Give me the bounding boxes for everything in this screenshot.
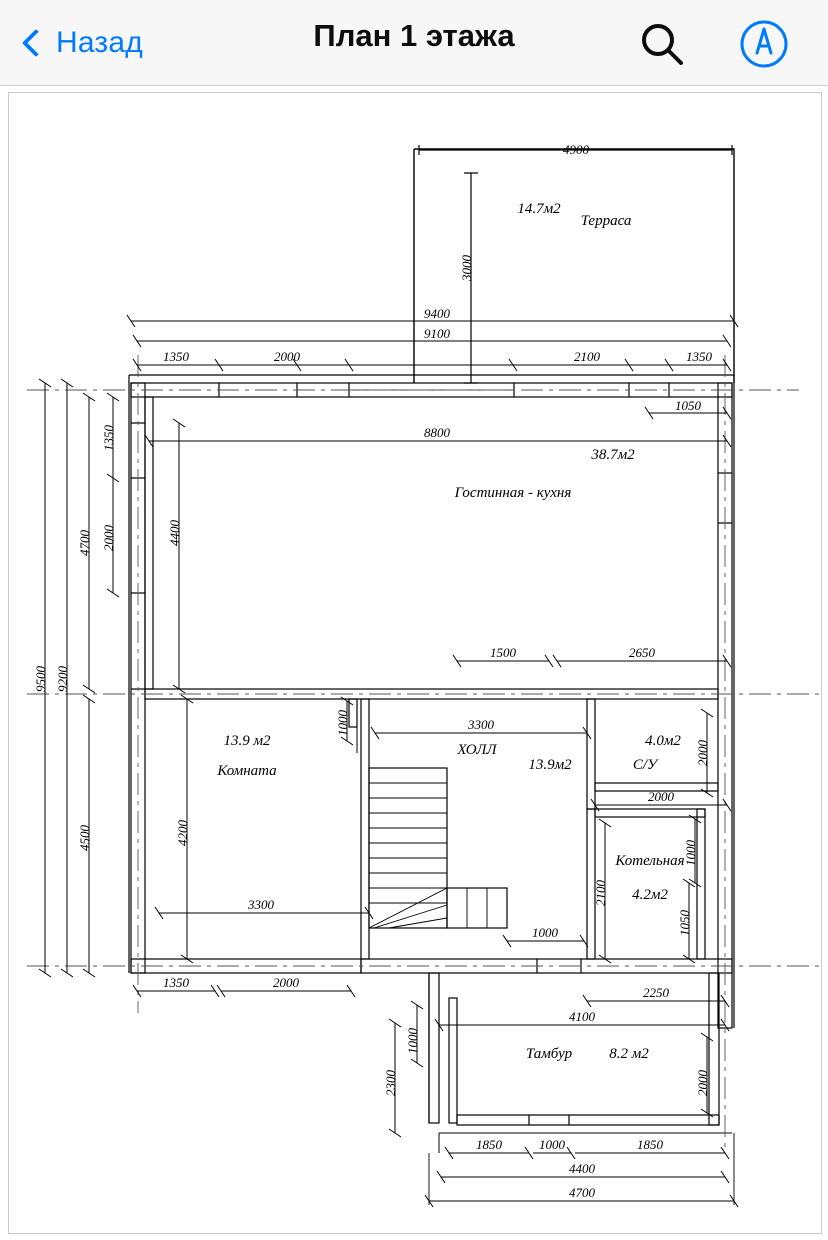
room-area-hall: 13.9м2	[528, 757, 572, 773]
dim-top-2100: 2100	[574, 349, 600, 364]
dim-left-4400: 4400	[167, 520, 182, 546]
dim-left-9500: 9500	[33, 666, 48, 692]
room-area-terrace: 14.7м2	[517, 201, 561, 217]
dim-hall-door-1000: 1000	[335, 710, 350, 736]
dim-tambur-1000: 1000	[405, 1028, 420, 1054]
dim-left-4700: 4700	[77, 530, 92, 556]
dim-boiler-1050: 1050	[677, 910, 692, 936]
dim-top-inner: 9100	[424, 326, 450, 341]
dim-right-1050: 1050	[675, 398, 701, 413]
dim-terrace-depth: 3000	[459, 255, 474, 281]
dim-top-2000-a: 2000	[274, 349, 300, 364]
dim-wc-2000-v: 2000	[695, 740, 710, 766]
room-name-living: Гостинная - кухня	[454, 485, 572, 501]
dim-hall-3300: 3300	[468, 717, 494, 732]
dim-left-4500: 4500	[77, 825, 92, 851]
page-title: План 1 этажа	[313, 18, 515, 53]
dim-boiler-1000: 1000	[683, 840, 698, 866]
dim-top-overall: 9400	[424, 306, 450, 321]
room-name-terrace: Терраса	[580, 213, 632, 229]
back-button-label: Назад	[56, 26, 143, 59]
room-name-tambur: Тамбур	[525, 1046, 573, 1062]
dim-stair-1000: 1000	[532, 925, 558, 940]
dim-left-4200: 4200	[175, 820, 190, 846]
dim-top-1350-a: 1350	[163, 349, 189, 364]
floor-plan-drawing	[9, 93, 821, 1233]
dim-boiler-2100: 2100	[593, 880, 608, 906]
room-name-boiler: Котельная	[615, 853, 685, 869]
dim-bottom-1850-b: 1850	[637, 1137, 663, 1152]
dim-bottom-1850-a: 1850	[476, 1137, 502, 1152]
dim-bottom-4700: 4700	[569, 1185, 595, 1200]
dim-wc-2000-h: 2000	[648, 789, 674, 804]
room-name-wc: С/У	[632, 757, 658, 773]
room-area-boiler: 4.2м2	[632, 887, 668, 903]
dim-top-1350-b: 1350	[686, 349, 712, 364]
dim-left-9200: 9200	[55, 666, 70, 692]
dim-tambur-4100: 4100	[569, 1009, 595, 1024]
dim-left-2000: 2000	[101, 525, 116, 551]
room-area-living: 38.7м2	[591, 447, 635, 463]
dim-tambur-2300: 2300	[383, 1070, 398, 1096]
navigation-bar	[0, 0, 828, 86]
room-name-hall: ХОЛЛ	[457, 742, 497, 758]
dim-terrace-width: 4900	[563, 142, 589, 157]
floor-plan-sheet[interactable]	[8, 92, 822, 1234]
dim-tambur-2000: 2000	[695, 1070, 710, 1096]
room-area-wc: 4.0м2	[645, 733, 681, 749]
room-area-tambur: 8.2 м2	[609, 1046, 649, 1062]
dim-bottom-1350: 1350	[163, 975, 189, 990]
search-icon[interactable]	[636, 18, 688, 70]
room-name-komnata: Комната	[217, 763, 277, 779]
compass-icon[interactable]	[738, 18, 790, 70]
dim-bottom-1000: 1000	[539, 1137, 565, 1152]
dim-living-width: 8800	[424, 425, 450, 440]
dim-bottom-4400: 4400	[569, 1161, 595, 1176]
dim-1500: 1500	[490, 645, 516, 660]
dim-tambur-2250: 2250	[643, 985, 669, 1000]
dim-2650: 2650	[629, 645, 655, 660]
room-area-komnata: 13.9 м2	[223, 733, 271, 749]
dim-room-3300: 3300	[248, 897, 274, 912]
dim-left-1350: 1350	[101, 425, 116, 451]
dim-bottom-2000: 2000	[273, 975, 299, 990]
